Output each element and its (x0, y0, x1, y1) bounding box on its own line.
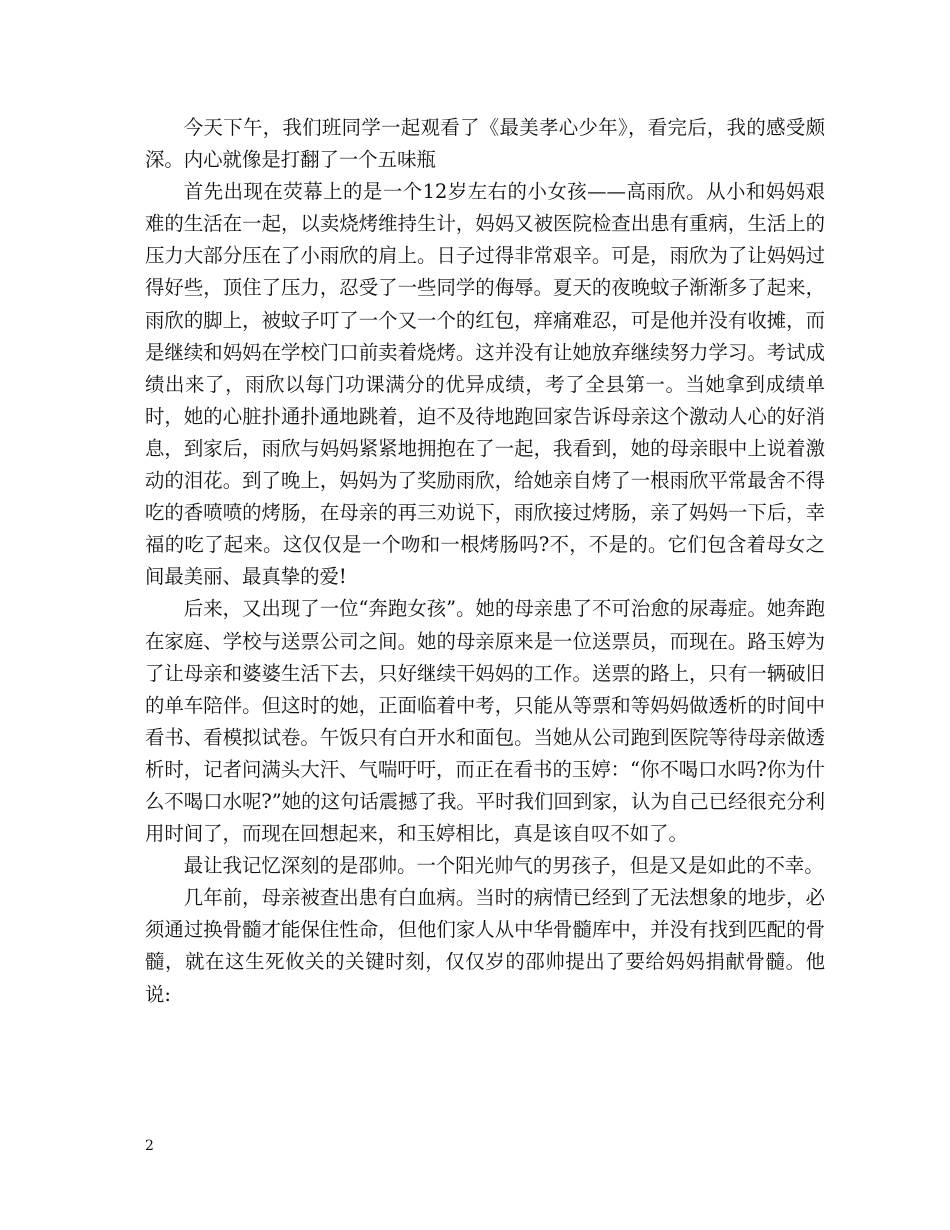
paragraph-1: 今天下午，我们班同学一起观看了《最美孝心少年》，看完后，我的感受颇深。内心就像是打翻了一个五味瓶 (145, 116, 825, 172)
paragraph-2: 首先出现在荧幕上的是一个12岁左右的小女孩——高雨欣。从小和妈妈艰难的生活在一起，以卖烧烤维持生计，妈妈又被医院检查出患有重病，生活上的压力大部分压在了小雨欣的肩上。日子过得非常艰辛。可是，雨欣为了让妈妈过得好些，顶住了压力，忍受了一些同学的侮辱。夏天的夜晚蚊子渐渐多了起来，雨欣的脚上，被蚊子叮了一个又一个的红包，痒痛难忍，可是他并没有收摊，而是继续和妈妈在学校门口前卖着烧烤。这并没有让她放弃继续努力学习。考试成绩出来了，雨欣以每门功课满分的优异成绩，考了全县第一。当她拿到成绩单时，她的心脏扑通扑通地跳着，迫不及待地跑回家告诉母亲这个激动人心的好消息，到家后，雨欣与妈妈紧紧地拥抱在了一起，我看到，她的母亲眼中上说着激动的泪花。到了晚上，妈妈为了奖励雨欣，给她亲自烤了一根雨欣平常最舍不得吃的香喷喷的烤肠，在母亲的再三劝说下，雨欣接过烤肠，亲了妈妈一下后，幸福的吃了起来。这仅仅是一个吻和一根烤肠吗?不，不是的。它们包含着母女之间最美丽、最真挚的爱! (145, 180, 825, 589)
paragraph-3: 后来，又出现了一位“奔跑女孩”。她的母亲患了不可治愈的尿毒症。她奔跑在家庭、学校与送票公司之间。她的母亲原来是一位送票员，而现在。路玉婷为了让母亲和婆婆生活下去，只好继续干妈妈的工作。送票的路上，只有一辆破旧的单车陪伴。但这时的她，正面临着中考，只能从等票和等妈妈做透析的时间中看书、看模拟试卷。午饭只有白开水和面包。当她从公司跑到医院等待母亲做透析时，记者问满头大汗、气喘吁吁，而正在看书的玉婷：“你不喝口水吗?你为什么不喝口水呢?”她的这句话震撼了我。平时我们回到家，认为自己已经很充分利用时间了，而现在回想起来，和玉婷相比，真是该自叹不如了。 (145, 597, 825, 846)
paragraph-5: 几年前，母亲被查出患有白血病。当时的病情已经到了无法想象的地步，必须通过换骨髓才能保住性命，但他们家人从中华骨髓库中，并没有找到匹配的骨髓，就在这生死攸关的关键时刻，仅仅岁的邵帅提出了要给妈妈捐献骨髓。他说: (145, 886, 825, 1006)
page-number: 2 (145, 1138, 154, 1154)
document-body (145, 112, 825, 1011)
paragraph-4: 最让我记忆深刻的是邵帅。一个阳光帅气的男孩子，但是又是如此的不幸。 (183, 854, 824, 878)
